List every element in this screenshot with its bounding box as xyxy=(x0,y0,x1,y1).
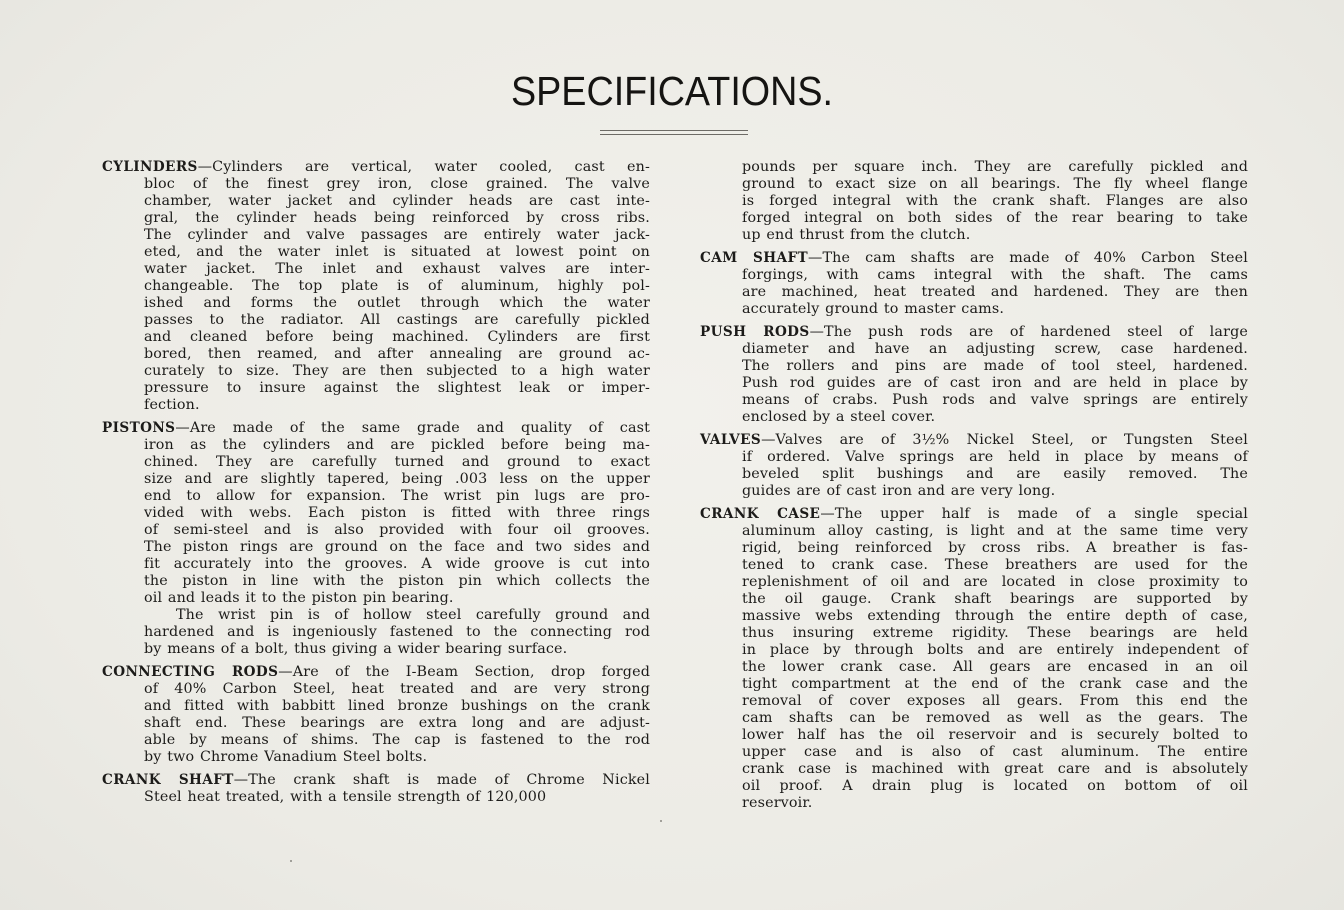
line-text: and fitted with babbitt lined bronze bushings on the crank xyxy=(144,698,650,714)
text-line xyxy=(700,608,1248,625)
text-line xyxy=(102,641,650,658)
text-line xyxy=(102,789,650,806)
text-line xyxy=(102,295,650,312)
line-text: —Are of the I-Beam Section, drop forged xyxy=(278,664,650,680)
line-text: curately to size. They are then subjected to a high water xyxy=(144,363,650,379)
section-heading: VALVES xyxy=(700,432,762,448)
text-line xyxy=(102,488,650,505)
line-text: eted, and the water inlet is situated at lowest point on xyxy=(144,244,650,260)
line-text: thus insuring extreme rigidity. These bearings are held xyxy=(742,625,1248,641)
text-line xyxy=(700,523,1248,540)
text-line xyxy=(102,312,650,329)
line-text: replenishment of oil and are located in close proximity to xyxy=(742,574,1248,590)
line-text: guides are of cast iron and are very long. xyxy=(742,483,1056,499)
title-rule-top xyxy=(600,130,748,131)
line-text: size and are slightly tapered, being .003 less on the upper xyxy=(144,471,650,487)
line-text: removal of cover exposes all gears. From this end the xyxy=(742,693,1248,709)
line-text: chined. They are carefully turned and ground to exact xyxy=(144,454,650,470)
section-heading: CRANK SHAFT xyxy=(102,772,234,788)
line-text: tight compartment at the end of the crank case and the xyxy=(742,676,1248,692)
text-line xyxy=(102,715,650,732)
spec-section xyxy=(102,772,650,806)
text-line xyxy=(102,227,650,244)
line-text: by two Chrome Vanadium Steel bolts. xyxy=(144,749,428,765)
line-text: The wrist pin is of hollow steel carefully ground and xyxy=(176,607,650,623)
line-text: —The upper half is made of a single special xyxy=(820,506,1248,522)
text-line xyxy=(102,363,650,380)
line-text: passes to the radiator. All castings are carefully pickled xyxy=(144,312,650,328)
text-line xyxy=(102,380,650,397)
line-text: hardened and is ingeniously fastened to the connecting rod xyxy=(144,624,650,640)
spec-section xyxy=(700,432,1248,500)
spec-section xyxy=(102,664,650,766)
text-line xyxy=(700,301,1248,318)
text-line xyxy=(700,284,1248,301)
line-text: the piston in line with the piston pin which collects the xyxy=(144,573,650,589)
line-text: fit accurately into the grooves. A wide groove is cut into xyxy=(144,556,650,572)
text-line xyxy=(102,664,650,681)
line-text: are machined, heat treated and hardened. They are then xyxy=(742,284,1248,300)
line-text: end to allow for expansion. The wrist pin lugs are pro- xyxy=(144,488,650,504)
line-text: oil and leads it to the piston pin bearing. xyxy=(144,590,454,606)
text-line xyxy=(700,761,1248,778)
spec-section xyxy=(700,250,1248,318)
text-line xyxy=(102,505,650,522)
text-line xyxy=(700,795,1248,812)
text-line xyxy=(102,159,650,176)
text-line xyxy=(700,625,1248,642)
text-line xyxy=(102,522,650,539)
line-text: —The push rods are of hardened steel of large xyxy=(809,324,1248,340)
text-line xyxy=(700,392,1248,409)
text-line xyxy=(102,193,650,210)
line-text: in place by through bolts and are entirely independent of xyxy=(742,642,1248,658)
text-line xyxy=(102,454,650,471)
text-line xyxy=(700,250,1248,267)
text-line xyxy=(700,324,1248,341)
line-text: —Are made of the same grade and quality of cast xyxy=(175,420,650,436)
text-line xyxy=(700,449,1248,466)
line-text: diameter and have an adjusting screw, case hardened. xyxy=(742,341,1248,357)
text-line xyxy=(102,556,650,573)
line-text: up end thrust from the clutch. xyxy=(742,227,971,243)
section-heading: PISTONS xyxy=(102,420,176,436)
text-line xyxy=(700,210,1248,227)
line-text: by means of a bolt, thus giving a wider bearing surface. xyxy=(144,641,568,657)
text-line xyxy=(700,676,1248,693)
line-text: massive webs extending through the entire depth of case, xyxy=(742,608,1248,624)
text-line xyxy=(700,227,1248,244)
text-line xyxy=(700,557,1248,574)
text-line xyxy=(102,749,650,766)
text-line xyxy=(700,506,1248,523)
line-text: oil proof. A drain plug is located on bottom of oil xyxy=(742,778,1248,794)
line-text: pressure to insure against the slightest leak or imper- xyxy=(144,380,650,396)
text-line xyxy=(700,409,1248,426)
line-text: pounds per square inch. They are carefully pickled and xyxy=(742,159,1248,175)
text-line xyxy=(700,432,1248,449)
line-text: —Cylinders are vertical, water cooled, cast en- xyxy=(197,159,650,175)
text-line xyxy=(102,772,650,789)
left-column xyxy=(102,159,650,806)
text-line xyxy=(700,176,1248,193)
text-line xyxy=(700,375,1248,392)
text-line xyxy=(102,624,650,641)
text-line xyxy=(102,607,650,624)
text-line xyxy=(700,710,1248,727)
text-line xyxy=(700,778,1248,795)
text-line xyxy=(700,159,1248,176)
spec-section xyxy=(102,420,650,658)
text-line xyxy=(700,744,1248,761)
text-line xyxy=(700,540,1248,557)
text-line xyxy=(102,471,650,488)
line-text: water jacket. The inlet and exhaust valves are inter- xyxy=(144,261,650,277)
line-text: tened to crank case. These breathers are used for the xyxy=(742,557,1248,573)
text-line xyxy=(102,176,650,193)
text-line xyxy=(102,573,650,590)
line-text: forged integral on both sides of the rear bearing to take xyxy=(742,210,1248,226)
line-text: upper case and is also of cast aluminum. The entire xyxy=(742,744,1248,760)
line-text: able by means of shims. The cap is fastened to the rod xyxy=(144,732,650,748)
text-line xyxy=(102,329,650,346)
spec-section xyxy=(700,324,1248,426)
paper-speck xyxy=(660,820,662,822)
text-line xyxy=(700,193,1248,210)
spec-section xyxy=(102,159,650,414)
paper-speck xyxy=(290,860,292,862)
line-text: bored, then reamed, and after annealing are ground ac- xyxy=(144,346,650,362)
text-line xyxy=(102,590,650,607)
line-text: fection. xyxy=(144,397,200,413)
line-text: the lower crank case. All gears are encased in an oil xyxy=(742,659,1248,675)
line-text: ished and forms the outlet through which the water xyxy=(144,295,650,311)
line-text: The rollers and pins are made of tool steel, hardened. xyxy=(742,358,1248,374)
line-text: changeable. The top plate is of aluminum, highly pol- xyxy=(144,278,650,294)
section-heading: CAM SHAFT xyxy=(700,250,809,266)
line-text: —Valves are of 3½% Nickel Steel, or Tungsten Steel xyxy=(761,432,1248,448)
spec-section xyxy=(700,159,1248,244)
text-line xyxy=(700,341,1248,358)
text-line xyxy=(700,267,1248,284)
text-line xyxy=(700,591,1248,608)
text-line xyxy=(102,397,650,414)
line-text: cam shafts can be removed as well as the gears. The xyxy=(742,710,1248,726)
line-text: gral, the cylinder heads being reinforced by cross ribs. xyxy=(144,210,650,226)
text-line xyxy=(700,659,1248,676)
line-text: beveled split bushings and are easily removed. The xyxy=(742,466,1248,482)
spec-section xyxy=(700,506,1248,812)
text-line xyxy=(102,732,650,749)
text-line xyxy=(700,727,1248,744)
text-line xyxy=(102,261,650,278)
title-rule-bottom xyxy=(600,134,748,135)
line-text: ground to exact size on all bearings. The fly wheel flange xyxy=(742,176,1248,192)
line-text: and cleaned before being machined. Cylinders are first xyxy=(144,329,650,345)
line-text: the oil gauge. Crank shaft bearings are supported by xyxy=(742,591,1248,607)
line-text: of semi-steel and is also provided with four oil grooves. xyxy=(144,522,650,538)
text-line xyxy=(102,244,650,261)
line-text: enclosed by a steel cover. xyxy=(742,409,936,425)
line-text: reservoir. xyxy=(742,795,813,811)
line-text: vided with webs. Each piston is fitted with three rings xyxy=(144,505,650,521)
line-text: The piston rings are ground on the face and two sides and xyxy=(144,539,650,555)
line-text: rigid, being reinforced by cross ribs. A breather is fas- xyxy=(742,540,1248,556)
text-line xyxy=(700,358,1248,375)
section-heading: CONNECTING RODS xyxy=(102,664,279,680)
text-line xyxy=(700,693,1248,710)
text-line xyxy=(700,466,1248,483)
line-text: Push rod guides are of cast iron and are held in place by xyxy=(742,375,1248,391)
text-line xyxy=(102,210,650,227)
line-text: iron as the cylinders and are pickled before being ma- xyxy=(144,437,650,453)
line-text: lower half has the oil reservoir and is securely bolted to xyxy=(742,727,1248,743)
line-text: Steel heat treated, with a tensile strength of 120,000 xyxy=(144,789,547,805)
line-text: of 40% Carbon Steel, heat treated and are very strong xyxy=(144,681,650,697)
text-line xyxy=(700,483,1248,500)
section-heading: CYLINDERS xyxy=(102,159,198,175)
page-title: SPECIFICATIONS. xyxy=(510,68,834,114)
line-text: chamber, water jacket and cylinder heads are cast inte- xyxy=(144,193,650,209)
text-line xyxy=(102,420,650,437)
section-heading: PUSH RODS xyxy=(700,324,810,340)
text-line xyxy=(700,574,1248,591)
line-text: crank case is machined with great care and is absolutely xyxy=(742,761,1248,777)
text-line xyxy=(102,539,650,556)
line-text: —The cam shafts are made of 40% Carbon Steel xyxy=(808,250,1248,266)
line-text: forgings, with cams integral with the shaft. The cams xyxy=(742,267,1248,283)
line-text: The cylinder and valve passages are entirely water jack- xyxy=(144,227,650,243)
text-line xyxy=(102,698,650,715)
line-text: accurately ground to master cams. xyxy=(742,301,1005,317)
right-column xyxy=(700,159,1248,812)
text-line xyxy=(102,437,650,454)
line-text: is forged integral with the crank shaft. Flanges are also xyxy=(742,193,1248,209)
text-line xyxy=(102,346,650,363)
text-line xyxy=(102,681,650,698)
line-text: bloc of the finest grey iron, close grained. The valve xyxy=(144,176,650,192)
line-text: —The crank shaft is made of Chrome Nickel xyxy=(233,772,650,788)
text-line xyxy=(102,278,650,295)
line-text: means of crabs. Push rods and valve springs are entirely xyxy=(742,392,1248,408)
line-text: shaft end. These bearings are extra long and are adjust- xyxy=(144,715,650,731)
text-line xyxy=(700,642,1248,659)
line-text: if ordered. Valve springs are held in place by means of xyxy=(742,449,1248,465)
section-heading: CRANK CASE xyxy=(700,506,821,522)
line-text: aluminum alloy casting, is light and at the same time very xyxy=(742,523,1248,539)
